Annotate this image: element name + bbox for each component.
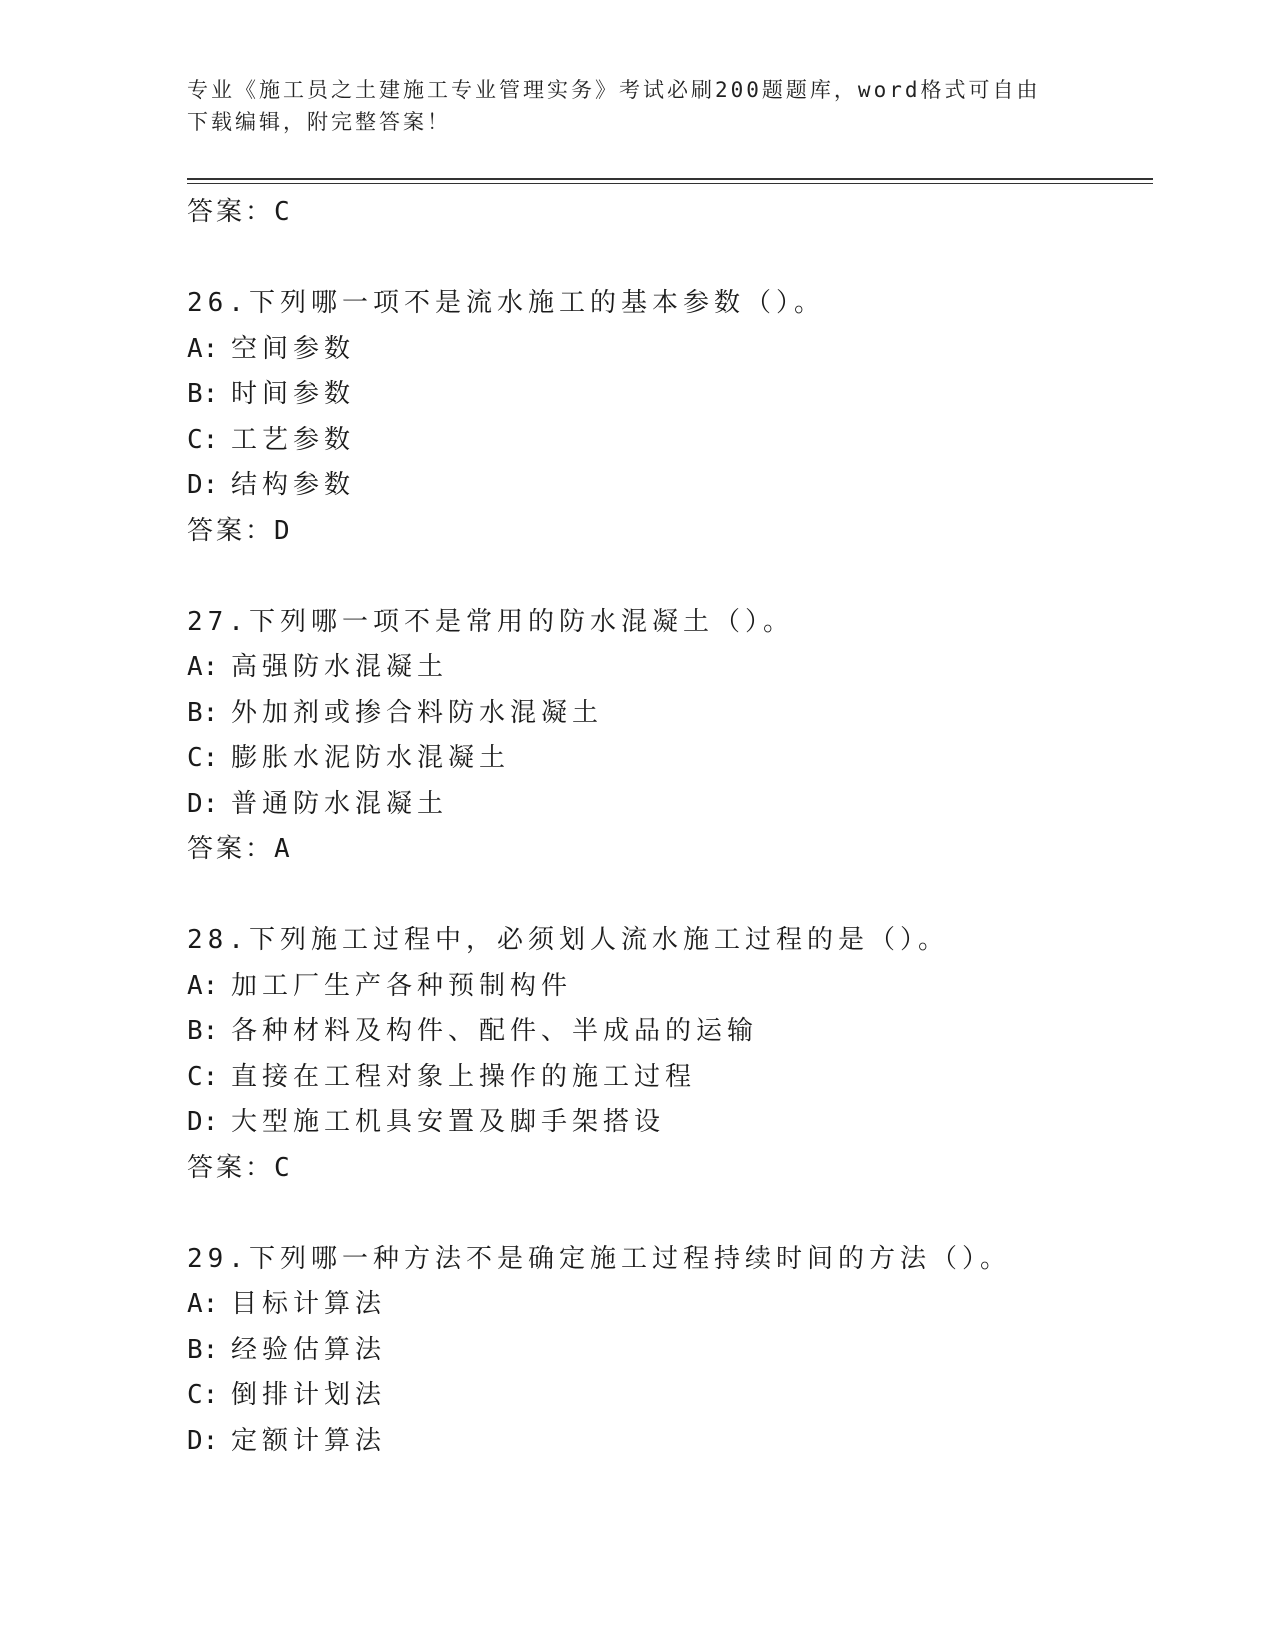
option-text: 普通防水混凝土 xyxy=(231,788,449,819)
question-28 xyxy=(187,918,1147,1191)
option-letter: D: xyxy=(187,788,219,819)
option-letter: B: xyxy=(187,1334,219,1365)
option-text: 直接在工程对象上操作的施工过程 xyxy=(231,1061,697,1092)
header-line-2: 下载编辑，附完整答案！ xyxy=(187,110,451,134)
option-text: 空间参数 xyxy=(231,333,356,364)
question-27 xyxy=(187,600,1147,873)
option-letter: A: xyxy=(187,652,219,682)
answer-line xyxy=(187,1146,1147,1192)
option-a xyxy=(187,1282,1147,1328)
option-text: 倒排计划法 xyxy=(231,1380,387,1410)
option-text: 膨胀水泥防水混凝土 xyxy=(231,743,511,773)
option-text: 加工厂生产各种预制构件 xyxy=(231,970,573,1001)
option-c xyxy=(187,1055,1147,1101)
answer-label: 答案： xyxy=(187,197,275,227)
option-text: 经验估算法 xyxy=(231,1334,387,1365)
answer-value: C xyxy=(274,197,293,227)
page-header xyxy=(187,74,1067,138)
option-c xyxy=(187,418,1147,464)
option-text: 高强防水混凝土 xyxy=(231,652,449,682)
spacer xyxy=(187,554,1147,600)
header-divider-thin xyxy=(187,183,1153,184)
question-29 xyxy=(187,1237,1147,1465)
option-text: 各种材料及构件、配件、半成品的运输 xyxy=(231,1016,759,1046)
option-a xyxy=(187,964,1147,1010)
answer-value: A xyxy=(274,834,293,864)
question-stem: 29.下列哪一种方法不是确定施工过程持续时间的方法（）。 xyxy=(187,1243,1011,1274)
option-letter: B: xyxy=(187,697,219,728)
option-text: 结构参数 xyxy=(231,470,356,500)
question-stem: 28.下列施工过程中，必须划人流水施工过程的是（）。 xyxy=(187,925,949,955)
answer-value: C xyxy=(274,1152,293,1183)
option-letter: A: xyxy=(187,1289,219,1319)
answer-label: 答案： xyxy=(187,834,275,864)
option-text: 定额计算法 xyxy=(231,1425,387,1456)
option-a xyxy=(187,327,1147,373)
option-letter: B: xyxy=(187,379,219,409)
question-26 xyxy=(187,281,1147,554)
question-stem: 26.下列哪一项不是流水施工的基本参数（）。 xyxy=(187,288,825,318)
option-letter: C: xyxy=(187,1061,219,1092)
option-letter: C: xyxy=(187,1380,219,1410)
option-letter: C: xyxy=(187,743,219,773)
option-text: 大型施工机具安置及脚手架搭设 xyxy=(231,1107,666,1137)
option-letter: C: xyxy=(187,424,219,455)
option-b xyxy=(187,372,1147,418)
option-text: 目标计算法 xyxy=(231,1289,387,1319)
question-list xyxy=(187,190,1147,1464)
option-letter: B: xyxy=(187,1016,219,1046)
option-b xyxy=(187,691,1147,737)
answer-line xyxy=(187,190,1147,236)
header-divider-thick xyxy=(187,178,1153,180)
option-d xyxy=(187,463,1147,509)
option-letter: D: xyxy=(187,1107,219,1137)
question-stem: 27.下列哪一项不是常用的防水混凝土（）。 xyxy=(187,606,794,637)
answer-label: 答案： xyxy=(187,1152,275,1183)
option-a xyxy=(187,645,1147,691)
answer-line xyxy=(187,827,1147,873)
spacer xyxy=(187,873,1147,919)
option-text: 工艺参数 xyxy=(231,424,356,455)
option-b xyxy=(187,1009,1147,1055)
option-d xyxy=(187,1419,1147,1465)
spacer xyxy=(187,1191,1147,1237)
option-letter: A: xyxy=(187,970,219,1001)
spacer xyxy=(187,236,1147,282)
option-c xyxy=(187,1373,1147,1419)
option-d xyxy=(187,1100,1147,1146)
option-text: 时间参数 xyxy=(231,379,356,409)
answer-label: 答案： xyxy=(187,515,275,546)
option-c xyxy=(187,736,1147,782)
option-b xyxy=(187,1328,1147,1374)
option-letter: D: xyxy=(187,1425,219,1456)
option-letter: D: xyxy=(187,470,219,500)
answer-line xyxy=(187,509,1147,555)
option-d xyxy=(187,782,1147,828)
header-line-1: 专业《施工员之土建施工专业管理实务》考试必刷200题题库，word格式可自由 xyxy=(187,78,1041,102)
answer-value: D xyxy=(274,515,293,546)
option-letter: A: xyxy=(187,333,219,364)
option-text: 外加剂或掺合料防水混凝土 xyxy=(231,697,604,728)
